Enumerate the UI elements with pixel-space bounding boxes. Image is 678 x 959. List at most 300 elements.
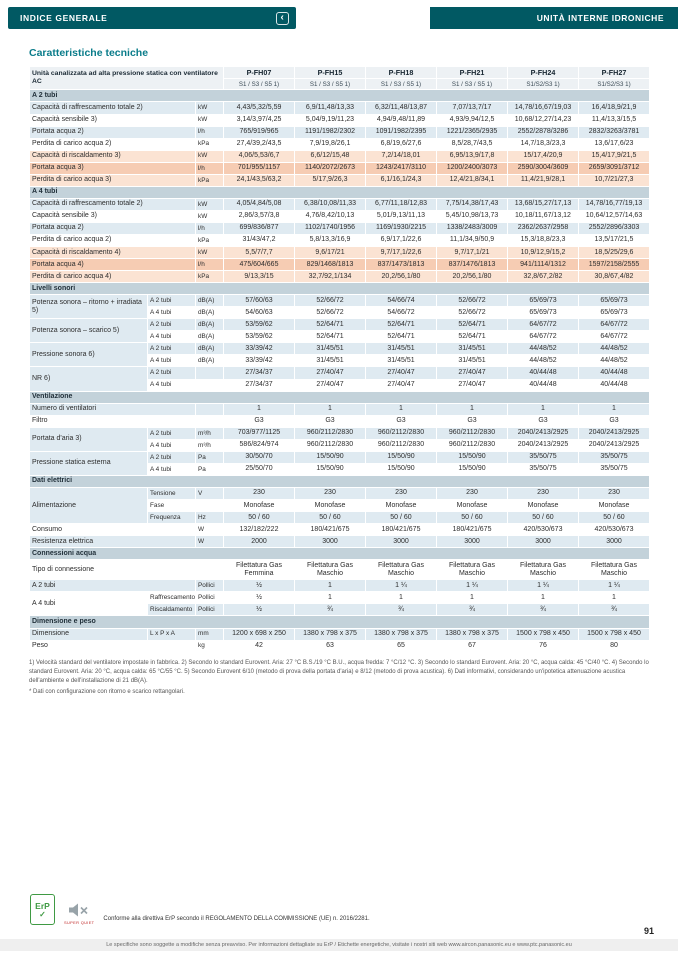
spec-value: 4,76/8,42/10,13 [295,210,366,222]
spec-value: 4,05/4,84/5,08 [224,198,295,210]
spec-row-unit: kW [196,102,224,114]
spec-value: 4,93/9,94/12,5 [437,114,508,126]
spec-value: 765/919/965 [224,126,295,138]
section-header-label: A 4 tubi [30,186,650,198]
spec-row-sublabel: A 2 tubi [148,451,196,463]
spec-value: 52/64/71 [366,319,437,331]
spec-value: 50 / 60 [295,512,366,524]
spec-row [30,247,650,259]
spec-value: 52/64/71 [295,319,366,331]
spec-value: 6,32/11,48/13,87 [366,102,437,114]
spec-row-sublabel: A 2 tubi [148,427,196,439]
section-header-label: Ventilazione [30,391,650,403]
spec-value: 15/17,4/20,9 [508,150,579,162]
spec-row-label: Portata acqua 2) [30,222,196,234]
spec-value: Monofase [224,500,295,512]
spec-value: 31/45/51 [366,355,437,367]
spec-value: 30,8/67,4/82 [579,271,650,283]
spec-value: 44/48/52 [508,343,579,355]
speed-header: S1 / S3 / S5 1) [366,79,437,90]
erp-check-icon: ✓ [39,909,46,919]
spec-value: 2040/2413/2925 [579,439,650,451]
spec-value: 1380 x 798 x 375 [295,628,366,640]
spec-value: Monofase [437,500,508,512]
spec-value: 33/39/42 [224,343,295,355]
spec-value: 1 [579,403,650,415]
spec-value: 80 [579,640,650,652]
spec-value: 2832/3263/3781 [579,126,650,138]
spec-value: 6,6/12/15,48 [295,150,366,162]
section-header-label: Dimensione e peso [30,616,650,628]
spec-value: 31/45/51 [295,355,366,367]
spec-value: 50 / 60 [366,512,437,524]
spec-value: 50 / 60 [579,512,650,524]
spec-value: 52/64/71 [366,331,437,343]
spec-value: 20,2/56,1/80 [437,271,508,283]
spec-value: 1169/1930/2215 [366,222,437,234]
super-quiet-logo [64,902,94,925]
spec-value: 701/955/1157 [224,162,295,174]
spec-value: 180/421/675 [437,524,508,536]
spec-value: ¾ [295,604,366,616]
model-column-header: P-FH24 [508,67,579,79]
spec-value: 52/66/72 [295,307,366,319]
spec-value: 14,78/16,67/19,03 [508,102,579,114]
spec-table [29,66,650,653]
spec-value: 15,4/17,9/21,5 [579,150,650,162]
spec-value: 52/64/71 [295,331,366,343]
spec-row-sublabel: A 4 tubi [148,307,196,319]
spec-value: 132/182/222 [224,524,295,536]
spec-value: 2,86/3,57/3,8 [224,210,295,222]
spec-value: 1500 x 798 x 450 [508,628,579,640]
spec-value: 1102/1740/1956 [295,222,366,234]
spec-row-sublabel: Frequenza [148,512,196,524]
spec-value: 64/67/72 [579,331,650,343]
spec-row [30,210,650,222]
spec-value: 65/69/73 [579,295,650,307]
spec-value: 27/40/47 [437,367,508,379]
spec-row-label: Perdita di carico acqua 3) [30,174,196,186]
spec-value: 420/530/673 [579,524,650,536]
spec-value: 699/836/877 [224,222,295,234]
spec-row-sublabel: Riscaldamento [148,604,196,616]
spec-value: 65 [366,640,437,652]
spec-row-label: Capacità di riscaldamento 4) [30,247,196,259]
speed-header: S1 / S3 / S5 1) [295,79,366,90]
spec-row-unit: Pollici [196,604,224,616]
spec-row-label: Portata acqua 3) [30,162,196,174]
fineprint-text: Le specifiche sono soggette a modifiche senza preavviso. Per informazioni dettagliate su ErP / Etichette energetiche, visitate i nostri siti web www.aircon.panasonic.eu e www.ptc.panasonic.eu [106,942,572,948]
spec-value: ½ [224,592,295,604]
spec-row-unit: dB(A) [196,319,224,331]
spec-value: 40/44/48 [508,367,579,379]
spec-row-label: Capacità sensibile 3) [30,114,196,126]
spec-value: 11,4/13,3/15,5 [579,114,650,126]
spec-value: 1200/2400/3073 [437,162,508,174]
spec-value: 1 ¼ [366,580,437,592]
spec-value: 1 ¼ [579,580,650,592]
spec-row-label: Dimensione [30,628,148,640]
spec-row-unit: l/h [196,162,224,174]
spec-value: 1380 x 798 x 375 [437,628,508,640]
spec-row-sublabel: A 4 tubi [148,439,196,451]
spec-row [30,628,650,640]
spec-value: 960/2112/2830 [295,427,366,439]
spec-row-label: Pressione sonora 6) [30,343,148,367]
spec-row [30,198,650,210]
spec-row-unit: kW [196,150,224,162]
section-row [30,475,650,487]
spec-row-sublabel: A 2 tubi [148,319,196,331]
spec-value: 1597/2158/2555 [579,259,650,271]
section-title-label: UNITÀ INTERNE IDRONICHE [536,13,664,23]
spec-value: 11,4/21,9/28,1 [508,174,579,186]
section-row [30,283,650,295]
spec-row-unit: V [196,487,224,499]
page-title: Caratteristiche tecniche [29,47,149,59]
spec-row [30,427,650,439]
spec-value: 1500 x 798 x 450 [579,628,650,640]
spec-row-label: Pressione statica esterna [30,451,148,475]
model-column-header: P-FH27 [579,67,650,79]
spec-row-unit: kPa [196,174,224,186]
indice-generale-link[interactable] [8,7,296,29]
spec-value: 32,7/92,1/134 [295,271,366,283]
spec-value: ¾ [579,604,650,616]
spec-value: 6,8/19,6/27,6 [366,138,437,150]
table-corner-label: Unità canalizzata ad alta pressione statica con ventilatore AC [30,67,224,90]
spec-value: 9,6/17/21 [295,247,366,259]
spec-row-label: Perdita di carico acqua 4) [30,271,196,283]
spec-row-label: Peso [30,640,196,652]
erp-logo-label: ErP [35,900,50,911]
top-navigation [8,7,678,29]
spec-value: Filettatura Gas Maschio [366,560,437,580]
spec-value: G3 [295,415,366,427]
spec-row-sublabel: L x P x A [148,628,196,640]
spec-row [30,415,650,427]
page-number: 91 [643,926,654,936]
spec-row-label: A 2 tubi [30,580,196,592]
spec-value: 230 [295,487,366,499]
spec-row [30,234,650,246]
speaker-mute-icon [68,902,90,919]
spec-row [30,592,650,604]
spec-value: ½ [224,604,295,616]
spec-value: 475/604/665 [224,259,295,271]
spec-value: 2040/2413/2925 [508,439,579,451]
spec-value: 25/50/70 [224,463,295,475]
spec-row-label: Numero di ventilatori [30,403,196,415]
spec-value: 20,2/56,1/80 [366,271,437,283]
spec-value: 52/66/72 [295,295,366,307]
spec-value: 52/64/71 [437,331,508,343]
spec-value: 50 / 60 [437,512,508,524]
spec-row-unit: kg [196,640,224,652]
spec-row-sublabel: Fase [148,500,196,512]
spec-row-unit: l/h [196,222,224,234]
section-row [30,90,650,102]
spec-row [30,150,650,162]
speed-header: S1/S2/S3 1) [508,79,579,90]
spec-value: 5,5/7/7,7 [224,247,295,259]
spec-value: G3 [437,415,508,427]
spec-value: 15/50/90 [295,451,366,463]
spec-value: G3 [224,415,295,427]
spec-value: 960/2112/2830 [437,439,508,451]
model-column-header: P-FH07 [224,67,295,79]
spec-row-unit: Pollici [196,580,224,592]
spec-value: 5,8/13,3/16,9 [295,234,366,246]
spec-row-label: Portata acqua 4) [30,259,196,271]
spec-row-unit: kPa [196,271,224,283]
section-title-bar [430,7,678,29]
spec-value: 5/17,9/26,3 [295,174,366,186]
section-header-label: Connessioni acqua [30,548,650,560]
spec-value: 64/67/72 [579,319,650,331]
spec-value: 960/2112/2830 [366,439,437,451]
spec-row-unit: W [196,524,224,536]
spec-row-unit [196,367,224,379]
spec-row-unit: m³/h [196,439,224,451]
spec-value: 9/13,3/15 [224,271,295,283]
spec-row-unit: mm [196,628,224,640]
spec-row-unit [196,560,224,580]
spec-value: 1 ¼ [508,580,579,592]
spec-value: 67 [437,640,508,652]
spec-value: 76 [508,640,579,652]
spec-value: 42 [224,640,295,652]
spec-row-unit: dB(A) [196,295,224,307]
spec-value: 53/59/62 [224,319,295,331]
spec-value: 30/50/70 [224,451,295,463]
spec-row-unit: kPa [196,234,224,246]
spec-value: 1 [437,403,508,415]
compliance-text: Conforme alla direttiva ErP secondo il REGOLAMENTO DELLA COMMISSIONE (UE) n. 2016/2281. [103,916,370,922]
section-row [30,548,650,560]
spec-value: 3,14/3,97/4,25 [224,114,295,126]
spec-value: 31/45/51 [295,343,366,355]
spec-value: 65/69/73 [508,295,579,307]
spec-row-unit [196,379,224,391]
spec-value: Monofase [366,500,437,512]
spec-value: 1 [508,403,579,415]
spec-row [30,580,650,592]
spec-value: 14,78/16,77/19,13 [579,198,650,210]
spec-value: 31/45/51 [366,343,437,355]
spec-row [30,403,650,415]
spec-value: 5,04/9,19/11,23 [295,114,366,126]
spec-value: 3000 [366,536,437,548]
spec-value: ¾ [508,604,579,616]
spec-row-label: NR 6) [30,367,148,391]
spec-row-unit: dB(A) [196,355,224,367]
spec-row [30,222,650,234]
spec-row [30,295,650,307]
spec-value: 1243/2417/3110 [366,162,437,174]
spec-value: 15/50/90 [437,463,508,475]
spec-value: 65/69/73 [508,307,579,319]
spec-value: 230 [579,487,650,499]
spec-value: 27/40/47 [295,379,366,391]
spec-value: 7,9/19,8/26,1 [295,138,366,150]
spec-value: 1 [295,592,366,604]
section-header-label: A 2 tubi [30,90,650,102]
spec-row-label: Resistenza elettrica [30,536,196,548]
spec-value: ¾ [437,604,508,616]
spec-value: 6,9/17,1/22,6 [366,234,437,246]
spec-value: 15/50/90 [437,451,508,463]
spec-row [30,560,650,580]
spec-value: 63 [295,640,366,652]
model-column-header: P-FH21 [437,67,508,79]
spec-value: 64/67/72 [508,331,579,343]
spec-value: 11,1/34,9/50,9 [437,234,508,246]
spec-value: 31/45/51 [437,355,508,367]
spec-value: 7,07/13,7/17 [437,102,508,114]
spec-value: 5,45/10,98/13,73 [437,210,508,222]
spec-value: 1 [366,592,437,604]
spec-row-unit: Pollici [196,592,224,604]
spec-row [30,162,650,174]
spec-value: 54/66/72 [366,307,437,319]
section-header-label: Dati elettrici [30,475,650,487]
spec-row [30,524,650,536]
spec-value: 1 [295,580,366,592]
spec-row [30,640,650,652]
spec-value: 1 [508,592,579,604]
spec-value: 18,5/25/29,6 [579,247,650,259]
spec-row-unit: Pa [196,451,224,463]
spec-value: Filettatura Gas Maschio [579,560,650,580]
spec-row-sublabel: A 2 tubi [148,343,196,355]
spec-row-sublabel: A 4 tubi [148,331,196,343]
spec-value: 50 / 60 [508,512,579,524]
spec-value: 13,5/17/21,5 [579,234,650,246]
spec-value: 4,94/9,48/11,89 [366,114,437,126]
spec-value: 52/66/72 [437,307,508,319]
spec-value: 230 [366,487,437,499]
spec-value: 8,5/28,7/43,5 [437,138,508,150]
spec-value: 6,9/11,48/13,33 [295,102,366,114]
spec-row-unit: W [196,536,224,548]
spec-value: 27/40/47 [366,367,437,379]
spec-value: 40/44/48 [579,367,650,379]
spec-value: 27/40/47 [366,379,437,391]
spec-value: 52/66/72 [437,295,508,307]
spec-value: 3000 [508,536,579,548]
compliance-block [30,894,370,925]
spec-row-sublabel: Raffrescamento [148,592,196,604]
spec-value: 1091/1982/2395 [366,126,437,138]
spec-value: 960/2112/2830 [437,427,508,439]
spec-row-unit [196,403,224,415]
spec-value: Monofase [295,500,366,512]
spec-value: 2000 [224,536,295,548]
spec-row [30,451,650,463]
spec-value: 6,77/11,18/12,83 [366,198,437,210]
spec-value: 1380 x 798 x 375 [366,628,437,640]
footnotes [29,659,649,697]
spec-value: Monofase [579,500,650,512]
spec-row [30,126,650,138]
spec-value: 44/48/52 [579,355,650,367]
spec-value: Filettatura Gas Maschio [508,560,579,580]
spec-value: ¾ [366,604,437,616]
spec-table-head [30,67,650,90]
spec-value: 1 ¼ [437,580,508,592]
spec-value: 1 [366,403,437,415]
section-row [30,616,650,628]
spec-value: 4,43/5,32/5,59 [224,102,295,114]
spec-value: 40/44/48 [508,379,579,391]
spec-value: 6,38/10,08/11,33 [295,198,366,210]
spec-row [30,102,650,114]
spec-value: 35/50/75 [579,463,650,475]
spec-value: 27/34/37 [224,379,295,391]
spec-value: 1 [579,592,650,604]
spec-row-sublabel: Tensione [148,487,196,499]
spec-row-label: Portata d'aria 3) [30,427,148,451]
spec-value: 4,06/5,53/6,7 [224,150,295,162]
spec-table-body [30,90,650,652]
spec-value: 35/50/75 [508,451,579,463]
spec-value: 1 [295,403,366,415]
spec-value: 10,9/12,9/15,2 [508,247,579,259]
spec-value: G3 [366,415,437,427]
spec-row-label: Alimentazione [30,487,148,523]
spec-value: 57/60/63 [224,295,295,307]
spec-value: 14,7/18,3/23,3 [508,138,579,150]
speed-header: S1/S2/S3 1) [579,79,650,90]
spec-value: 2590/3004/3609 [508,162,579,174]
spec-value: 1221/2365/2935 [437,126,508,138]
spec-row [30,114,650,126]
spec-value: 960/2112/2830 [366,427,437,439]
spec-value: 180/421/675 [295,524,366,536]
spec-value: 13,68/15,27/17,13 [508,198,579,210]
speed-header: S1 / S3 / S5 1) [224,79,295,90]
back-chevron-icon[interactable]: ‹ [276,12,289,25]
spec-row-label: Consumo [30,524,196,536]
spec-row-unit: l/h [196,126,224,138]
super-quiet-label: SUPER QUIET [64,920,95,925]
spec-value: 230 [508,487,579,499]
spec-row-unit: kW [196,247,224,259]
spec-value: 16,4/18,9/21,9 [579,102,650,114]
model-column-header: P-FH15 [295,67,366,79]
spec-value: 44/48/52 [579,343,650,355]
spec-row-unit: kW [196,210,224,222]
spec-value: 9,7/17,1/21 [437,247,508,259]
spec-row [30,259,650,271]
spec-value: 2552/2878/3286 [508,126,579,138]
spec-value: 52/64/71 [437,319,508,331]
spec-value: 3000 [295,536,366,548]
spec-row-sublabel: A 4 tubi [148,355,196,367]
spec-value: 12,4/21,8/34,1 [437,174,508,186]
spec-value: 31/45/51 [437,343,508,355]
spec-row-unit: dB(A) [196,307,224,319]
erp-logo [30,894,55,925]
spec-row-unit: kPa [196,138,224,150]
spec-value: 10,64/12,57/14,63 [579,210,650,222]
spec-value: G3 [508,415,579,427]
spec-row-unit: dB(A) [196,343,224,355]
spec-value: 420/530/673 [508,524,579,536]
speed-header: S1 / S3 / S5 1) [437,79,508,90]
